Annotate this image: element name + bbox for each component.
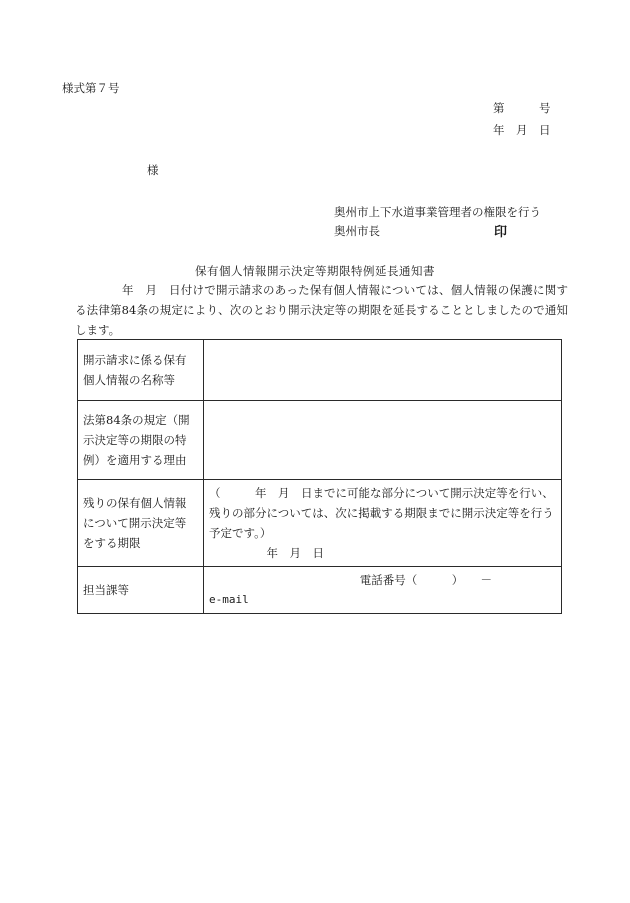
row-label-info-name: 開示請求に係る保有 個人情報の名称等 [78, 340, 204, 401]
row-label-deadline: 残りの保有個人情報 について開示決定等 をする期限 [78, 480, 204, 567]
issuer-name: 奥州市長 [334, 224, 380, 238]
table-row [78, 401, 562, 480]
row-value-contact[interactable] [204, 567, 562, 614]
row-label-reason: 法第84条の規定（開 示決定等の期限の特 例）を適用する理由 [78, 401, 204, 480]
row-label-contact: 担当課等 [78, 567, 204, 614]
email-field: e-mail [209, 593, 249, 606]
issue-date: 年 月 日 [493, 123, 551, 137]
addressee: 様 [147, 163, 159, 177]
row-value-deadline[interactable]: （ 年 月 日までに可能な部分について開示決定等を行い、残りの部分については、次に掲載する期限までに開示決定等を行う予定です。） 年 月 日 [204, 480, 562, 567]
table-row [78, 480, 562, 567]
document-title: 保有個人情報開示決定等期限特例延長通知書 [195, 264, 435, 278]
form-number: 様式第７号 [62, 81, 120, 95]
seal-mark: 印 [494, 225, 508, 240]
row-value-info-name[interactable] [204, 340, 562, 401]
phone-number-field: 電話番号（ ） － [359, 573, 492, 587]
body-paragraph: 年 月 日付けで開示請求のあった保有個人情報については、個人情報の保護に関する法律第84条の規定により、次のとおり開示決定等の期限を延長することとしましたので通知します。 [75, 283, 568, 337]
document-number: 第 号 [493, 101, 551, 115]
issuer-title: 奥州市上下水道事業管理者の権限を行う [334, 205, 541, 219]
table-row [78, 567, 562, 614]
table-row [78, 340, 562, 401]
row-value-reason[interactable] [204, 401, 562, 480]
notice-table [77, 339, 562, 614]
